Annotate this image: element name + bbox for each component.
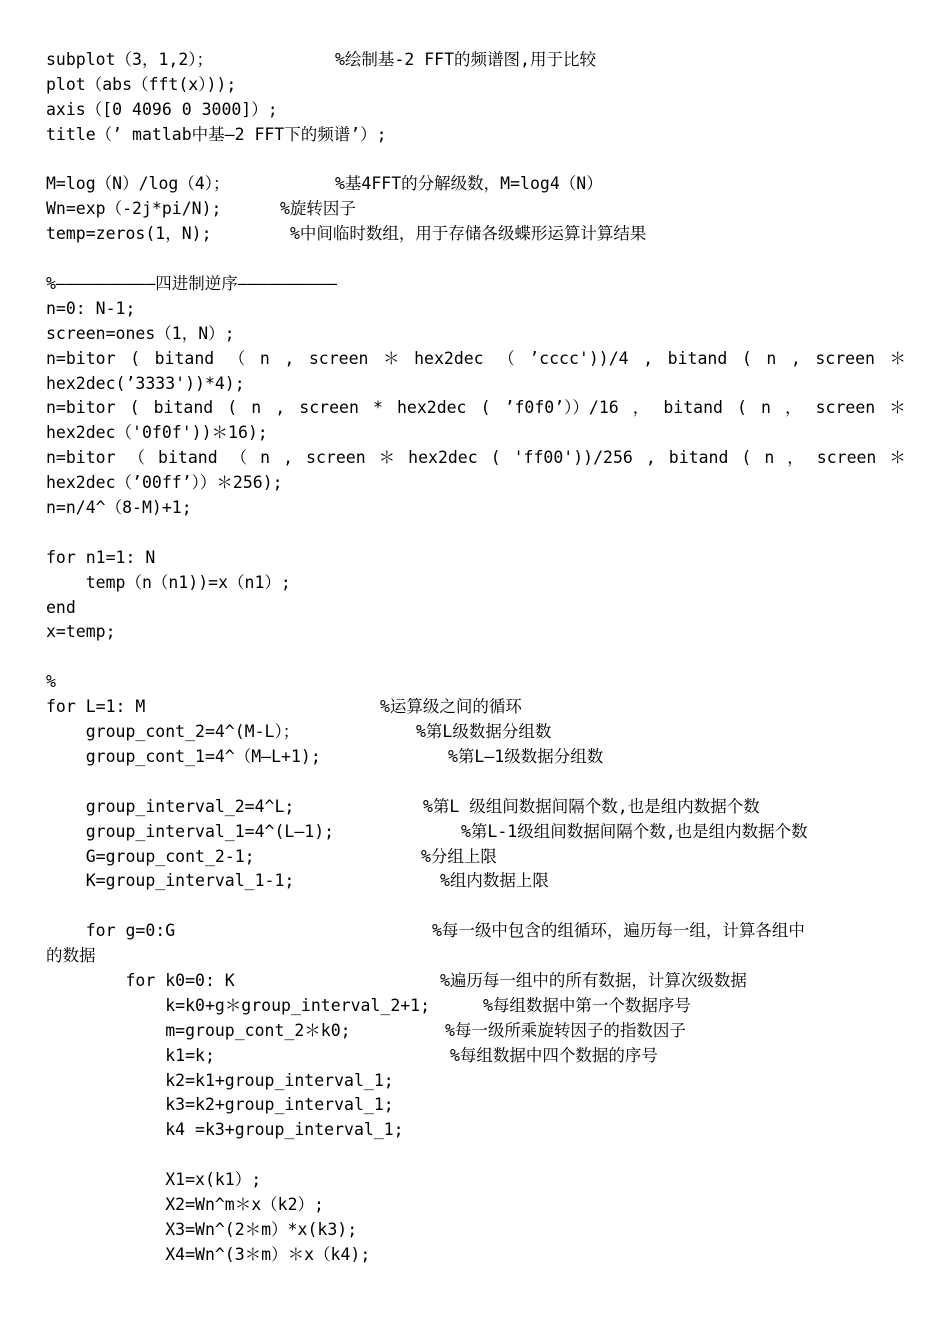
code-line: group_interval_1=4^(L—1); %第L-1级组间数据间隔个数,也是组内数据个数 bbox=[46, 820, 906, 845]
code-comment: %第L级数据分组数 bbox=[416, 722, 552, 742]
code-token: screen bbox=[306, 448, 366, 468]
code-token: n bbox=[761, 398, 771, 418]
code-comment: %旋转因子 bbox=[280, 199, 356, 219]
code-token: screen bbox=[815, 398, 876, 418]
code-token: ， bbox=[632, 398, 650, 418]
code-comment: %运算级之间的循环 bbox=[380, 697, 522, 717]
code-token: hex2dec bbox=[396, 398, 467, 418]
code-token: hex2dec bbox=[408, 448, 478, 468]
code-line: n=0: N-1; bbox=[46, 298, 136, 318]
code-token: n=bitor bbox=[46, 398, 116, 418]
code-line: X1=x(k1）; bbox=[46, 1170, 262, 1190]
code-token: , bbox=[283, 448, 294, 468]
code-token: ( bbox=[741, 448, 752, 468]
code-comment: %每组数据中四个数据的序号 bbox=[450, 1045, 658, 1065]
code-token: * bbox=[372, 398, 383, 418]
code-line: k4 =k3+group_interval_1; bbox=[46, 1120, 404, 1140]
code-line: subplot（3，1,2）； %绘制基-2 FFT的频谱图,用于比较 bbox=[46, 48, 906, 73]
code-token: ’f0f0’））/16 bbox=[504, 398, 619, 418]
code-line: X2=Wn^m＊x（k2）; bbox=[46, 1194, 324, 1214]
code-token: （ bbox=[498, 348, 515, 368]
code-listing bbox=[46, 48, 906, 1268]
code-line: for g=0:G %每一级中包含的组循环，遍历每一组，计算各组中 bbox=[46, 919, 906, 944]
code-line-justified bbox=[46, 396, 906, 421]
code-token: n bbox=[251, 398, 262, 418]
code-line: screen=ones（1，N）; bbox=[46, 323, 235, 343]
code-token: n=bitor bbox=[46, 448, 116, 468]
code-comment-line: % bbox=[46, 672, 56, 692]
code-token: ＊ bbox=[889, 448, 906, 468]
code-token: （ bbox=[228, 348, 246, 368]
code-token: , bbox=[284, 348, 295, 368]
code-line: axis（[0 4096 0 3000]）; bbox=[46, 99, 278, 119]
code-line: k3=k2+group_interval_1; bbox=[46, 1095, 394, 1115]
code-token: , bbox=[790, 348, 801, 368]
code-token: （ bbox=[230, 448, 248, 468]
code-comment: %绘制基-2 FFT的频谱图,用于比较 bbox=[335, 50, 596, 69]
code-token: ( bbox=[741, 348, 752, 368]
code-token: 'ff00'))/256 bbox=[513, 448, 633, 468]
code-line: G=group_cont_2-1; %分组上限 bbox=[46, 845, 906, 870]
code-line: X3=Wn^(2＊m）*x(k3); bbox=[46, 1219, 358, 1239]
code-comment: %每组数据中第一个数据序号 bbox=[483, 995, 691, 1015]
code-token: bitand bbox=[153, 398, 214, 418]
code-token: ， bbox=[787, 448, 804, 468]
code-comment-line: %——————————四进制逆序—————————— bbox=[46, 274, 338, 294]
code-line: hex2dec(’3333'))*4); bbox=[46, 373, 245, 393]
code-token: bitand bbox=[663, 398, 723, 418]
code-comment: %遍历每一组中的所有数据，计算次级数据 bbox=[440, 970, 747, 990]
code-line: for k0=0: K %遍历每一组中的所有数据，计算次级数据 bbox=[46, 969, 906, 994]
code-line: k=k0+g＊group_interval_2+1; %每组数据中第一个数据序号 bbox=[46, 994, 906, 1019]
code-token: ( bbox=[130, 348, 141, 368]
code-line: group_interval_2=4^L; %第L 级组间数据间隔个数,也是组内数据个数 bbox=[46, 795, 906, 820]
code-comment: %第L—1级数据分组数 bbox=[448, 746, 604, 766]
code-token: n=bitor bbox=[46, 348, 116, 368]
code-line: group_cont_2=4^(M-L）； %第L级数据分组数 bbox=[46, 720, 906, 745]
code-line: Wn=exp（-2j*pi/N); %旋转因子 bbox=[46, 197, 906, 222]
code-token: bitand bbox=[668, 448, 729, 468]
code-token: ＊ bbox=[383, 348, 400, 368]
code-line: k2=k1+group_interval_1; bbox=[46, 1070, 394, 1090]
code-comment: %每一级所乘旋转因子的指数因子 bbox=[445, 1020, 686, 1040]
code-token: ( bbox=[480, 398, 491, 418]
code-line: plot（abs（fft(x）)); bbox=[46, 74, 237, 94]
code-line: X4=Wn^(3＊m）＊x（k4); bbox=[46, 1244, 371, 1264]
code-token: screen bbox=[816, 448, 877, 468]
code-token: bitand bbox=[158, 448, 218, 468]
code-token: ( bbox=[737, 398, 747, 418]
code-token: ( bbox=[129, 398, 140, 418]
code-comment: %组内数据上限 bbox=[440, 871, 549, 891]
code-line: m=group_cont_2＊k0; %每一级所乘旋转因子的指数因子 bbox=[46, 1019, 906, 1044]
code-line: temp=zeros(1，N); %中间临时数组，用于存储各级蝶形运算计算结果 bbox=[46, 222, 906, 247]
code-token: ＊ bbox=[378, 448, 396, 468]
blank-line bbox=[46, 894, 906, 919]
code-line: 的数据 bbox=[46, 946, 96, 966]
code-comment: %第L 级组间数据间隔个数,也是组内数据个数 bbox=[423, 796, 760, 816]
code-comment: %每一级中包含的组循环，遍历每一组，计算各组中 bbox=[432, 921, 805, 941]
code-comment: %分组上限 bbox=[421, 846, 497, 866]
code-token: screen bbox=[815, 348, 875, 368]
code-line: n=n/4^（8-M)+1; bbox=[46, 498, 192, 518]
code-line: for n1=1: N bbox=[46, 547, 156, 567]
code-token: ( bbox=[490, 448, 501, 468]
code-comment: %基4FFT的分解级数，M=log4（N） bbox=[335, 174, 603, 194]
blank-line bbox=[46, 247, 906, 272]
code-token: ’cccc'))/4 bbox=[529, 348, 629, 368]
code-line: group_cont_1=4^（M—L+1); %第L—1级数据分组数 bbox=[46, 745, 906, 770]
code-token: , bbox=[643, 348, 654, 368]
code-line: hex2dec（’00ff’））＊256); bbox=[46, 473, 283, 493]
code-line: K=group_interval_1-1; %组内数据上限 bbox=[46, 869, 906, 894]
code-token: , bbox=[645, 448, 656, 468]
blank-line bbox=[46, 521, 906, 546]
code-line: end bbox=[46, 597, 76, 617]
code-line: M=log（N）/log（4）； %基4FFT的分解级数，M=log4（N） bbox=[46, 172, 906, 197]
code-token: ＊ bbox=[889, 348, 906, 368]
code-line: k1=k; %每组数据中四个数据的序号 bbox=[46, 1044, 906, 1069]
code-line: x=temp; bbox=[46, 622, 116, 642]
blank-line bbox=[46, 148, 906, 173]
code-token: ＊ bbox=[889, 398, 906, 418]
code-line: title（’ matlab中基—2 FFT下的频谱’）; bbox=[46, 124, 387, 144]
blank-line bbox=[46, 645, 906, 670]
code-token: bitand bbox=[154, 348, 215, 368]
code-line-justified bbox=[46, 347, 906, 372]
code-token: n bbox=[764, 448, 775, 468]
code-token: hex2dec bbox=[414, 348, 484, 368]
blank-line bbox=[46, 770, 906, 795]
code-line-justified bbox=[46, 446, 906, 471]
code-token: screen bbox=[308, 348, 369, 368]
code-token: bitand bbox=[667, 348, 728, 368]
code-token: n bbox=[766, 348, 777, 368]
code-token: （ bbox=[128, 448, 146, 468]
code-comment: %中间临时数组，用于存储各级蝶形运算计算结果 bbox=[290, 224, 647, 244]
code-line: hex2dec（'0f0f'))＊16); bbox=[46, 423, 268, 443]
blank-line bbox=[46, 1143, 906, 1168]
code-line: for L=1: M %运算级之间的循环 bbox=[46, 695, 906, 720]
code-token: ， bbox=[785, 398, 802, 418]
code-comment: %第L-1级组间数据间隔个数,也是组内数据个数 bbox=[461, 821, 808, 841]
code-token: ( bbox=[227, 398, 238, 418]
code-token: , bbox=[275, 398, 286, 418]
code-token: n bbox=[260, 448, 271, 468]
code-token: n bbox=[259, 348, 270, 368]
code-token: screen bbox=[299, 398, 359, 418]
code-line: temp（n（n1))=x（n1）; bbox=[46, 572, 291, 592]
